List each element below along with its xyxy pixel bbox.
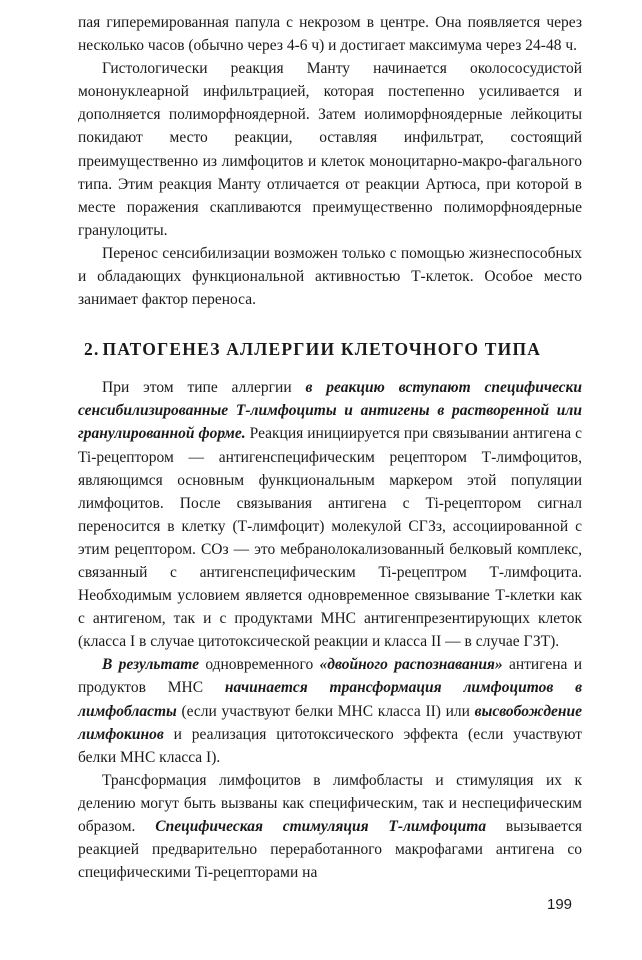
text-run: вызывается реакцией предварительно переработанного макрофагами антигена со специфическими Ti-рецепторами на xyxy=(78,818,582,882)
section-title: ПАТОГЕНЕЗ АЛЛЕРГИИ КЛЕТОЧНОГО ТИПА xyxy=(102,339,542,360)
section-number: 2. xyxy=(84,339,100,360)
text-run: антигена и продуктов МНС xyxy=(78,656,582,697)
text-run: Трансформация лимфоцитов в лимфобласты и стимуляция их к делению могут быть вызваны как специфическим, так и неспецифическим образом. xyxy=(78,771,582,835)
page-number: 199 xyxy=(547,896,573,913)
spacer xyxy=(78,311,582,336)
emphasis-run: «двойного распознавания» xyxy=(319,656,503,674)
emphasis-run: начинается трансформация лимфоцитов в лимфобласты xyxy=(78,679,582,720)
emphasis-run: высвобождение лимфокинов xyxy=(78,702,582,743)
paragraph-result xyxy=(78,653,582,768)
text-run: Реакция инициируется при связывании антигена с Ti-рецептором — антигенспецифическим рецептором Т-лимфоцитов, являющимся основным функциональным маркером этой популяции лимфоцитов. После связывания антигена с Ti-рецептором сигнал переносится в клетку (Т-лимфоцит) молекулой СГЗз, ассоциированной с этим рецептором. СОз — это мебранолокализованный белковый комплекс, связанный с антигенспецифическим Ti-рецептром Т-лимфоцита. Необходимым условием является одновременное связывание Т-клетки как с антигеном, так и с продуктами МНС антигенпрезентирующих клеток (класса I в случае цитотоксической реакции и класса II — в случае ГЗТ). xyxy=(78,425,582,651)
paragraph-transfer: Перенос сенсибилизации возможен только с помощью жизнеспособных и обладающих функциональной активностью Т-клеток. Особое место занимает фактор переноса. xyxy=(78,244,582,309)
text-run: и реализация цитотоксического эффекта (если участвуют белки МНС класса I). xyxy=(78,725,582,766)
text-run: одновременного xyxy=(199,656,320,674)
text-run: При этом типе аллергии xyxy=(102,379,306,397)
text-run: (если участвуют белки МНС класса II) или xyxy=(176,702,475,720)
section-heading xyxy=(78,336,582,362)
emphasis-run: В результате xyxy=(102,656,200,674)
paragraph-transformation xyxy=(78,769,582,884)
paragraph-continuation: пая гиперемированная папула с некрозом в центре. Она появляется через несколько часов (обычно через 4-6 ч) и достигает максимума через 24-48 ч. xyxy=(78,14,582,55)
emphasis-run: Специфическая стимуляция Т-лимфоцита xyxy=(155,818,487,835)
emphasis-run: в реакцию вступают специфически сенсибилизированные Т-лимфоциты и антигены в растворенной или гранулированной форме. xyxy=(78,379,582,443)
paragraph-mechanism xyxy=(78,376,582,653)
paragraph-histology: Гистологически реакция Манту начинается околососудистой мононуклеарной инфильтрацией, которая постепенно усиливается и дополняется полиморфноядерной. Затем иолиморфноядерные лейкоциты покидают место реакции, оставляя инфильтрат, состоящий преимущественно из лимфоцитов и клеток моноцитарно-макро-фагального типа. Этим реакция Манту отличается от реакции Артюса, при которой в месте поражения скапливаются преимущественно полиморфноядерные гранулоциты. xyxy=(78,60,582,239)
